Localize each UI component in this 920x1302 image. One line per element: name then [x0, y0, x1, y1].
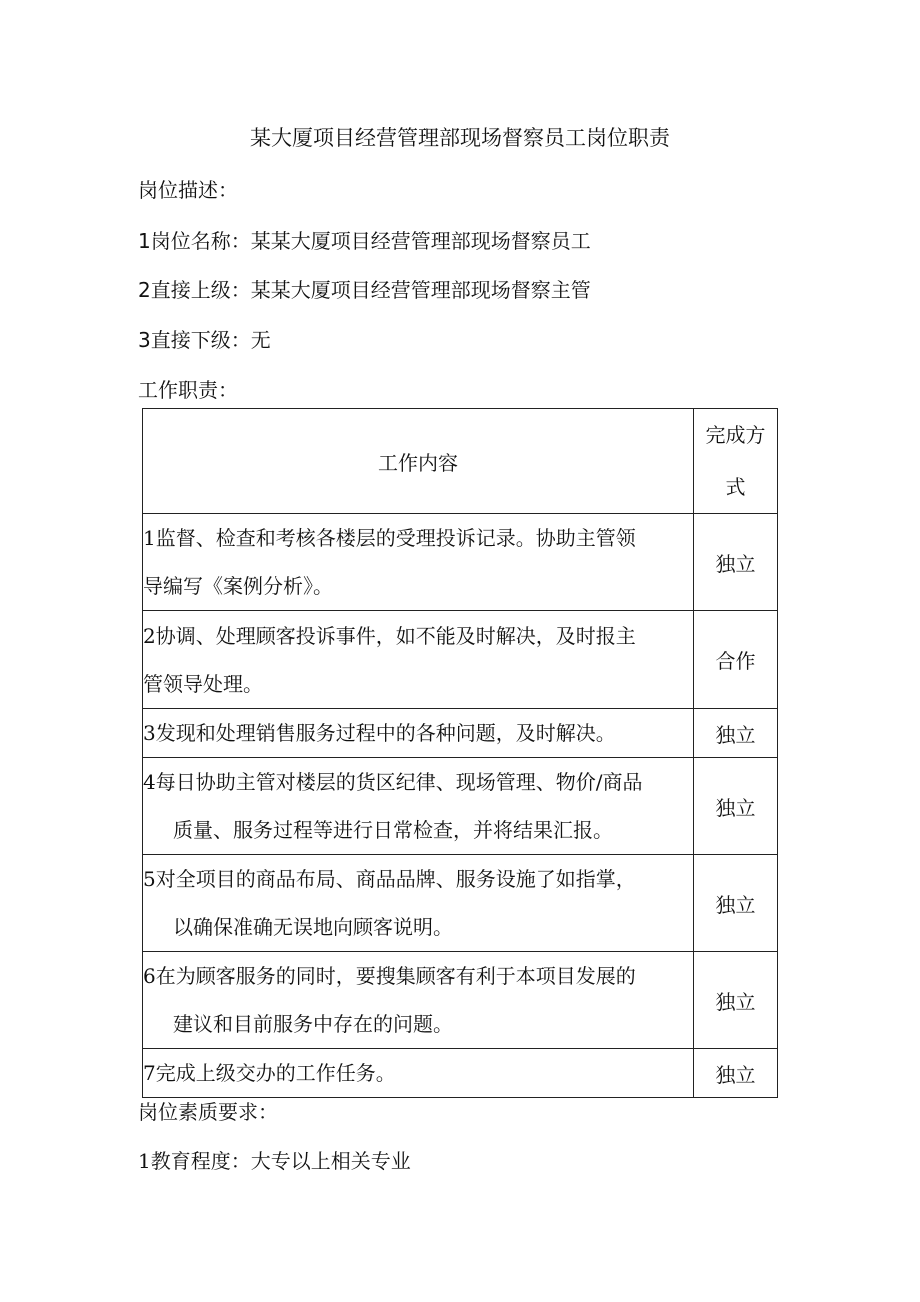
header-mode	[694, 409, 778, 514]
duty-content	[143, 758, 694, 855]
duty-line: 6在为顾客服务的同时，要搜集顾客有利于本项目发展的	[143, 964, 636, 988]
description-heading: 岗位描述：	[138, 178, 238, 202]
table-row	[143, 758, 778, 855]
duty-content	[143, 514, 694, 611]
direct-subordinate-value: 无	[250, 328, 271, 352]
table-row	[143, 709, 778, 758]
duty-content	[143, 611, 694, 709]
table-row	[143, 1049, 778, 1098]
duty-mode: 独立	[694, 855, 778, 952]
duty-content	[143, 952, 694, 1049]
direct-subordinate-label: 3直接下级：	[138, 328, 251, 352]
job-name-label: 1岗位名称：	[138, 229, 251, 253]
duty-content	[143, 855, 694, 952]
quality-heading: 岗位素质要求：	[138, 1100, 278, 1124]
duties-table	[142, 408, 778, 1098]
duties-heading: 工作职责：	[138, 378, 238, 402]
direct-subordinate-line	[138, 324, 271, 353]
duty-line: 4每日协助主管对楼层的货区纪律、现场管理、物价/商品	[143, 770, 643, 794]
duty-line: 2协调、处理顾客投诉事件，如不能及时解决，及时报主	[143, 623, 636, 648]
education-label: 1教育程度：	[138, 1149, 251, 1173]
duty-mode: 合作	[694, 611, 778, 709]
table-row	[143, 514, 778, 611]
duty-mode: 独立	[694, 758, 778, 855]
header-mode-line2: 式	[725, 475, 746, 499]
direct-superior-value: 某某大厦项目经营管理部现场督察主管	[250, 278, 591, 302]
duty-line: 7完成上级交办的工作任务。	[143, 1061, 396, 1085]
duty-line: 以确保准确无误地向顾客说明。	[173, 915, 453, 939]
duty-mode: 独立	[694, 1049, 778, 1098]
duty-line: 管领导处理。	[143, 671, 263, 696]
direct-superior-label: 2直接上级：	[138, 278, 251, 302]
duty-line: 导编写《案例分析》。	[143, 574, 333, 598]
duty-line: 5对全项目的商品布局、商品品牌、服务设施了如指掌，	[143, 867, 636, 891]
duty-content	[143, 1049, 694, 1098]
header-content: 工作内容	[143, 409, 694, 514]
duty-line: 3发现和处理销售服务过程中的各种问题，及时解决。	[143, 721, 616, 745]
job-name-value: 某某大厦项目经营管理部现场督察员工	[250, 229, 591, 253]
table-row	[143, 611, 778, 709]
document-title: 某大厦项目经营管理部现场督察员工岗位职责	[250, 126, 670, 150]
duty-line: 1监督、检查和考核各楼层的受理投诉记录。协助主管领	[143, 526, 636, 550]
duty-line: 质量、服务过程等进行日常检查，并将结果汇报。	[173, 818, 613, 842]
header-mode-line1: 完成方	[705, 423, 766, 447]
table-row	[143, 855, 778, 952]
job-name-line	[138, 225, 591, 254]
duty-mode: 独立	[694, 952, 778, 1049]
education-value: 大专以上相关专业	[250, 1149, 411, 1173]
duty-content	[143, 709, 694, 758]
table-header-row	[143, 409, 778, 514]
education-line	[138, 1145, 411, 1174]
duty-line: 建议和目前服务中存在的问题。	[173, 1012, 453, 1036]
direct-superior-line	[138, 274, 591, 303]
duty-mode: 独立	[694, 709, 778, 758]
table-row	[143, 952, 778, 1049]
duty-mode: 独立	[694, 514, 778, 611]
